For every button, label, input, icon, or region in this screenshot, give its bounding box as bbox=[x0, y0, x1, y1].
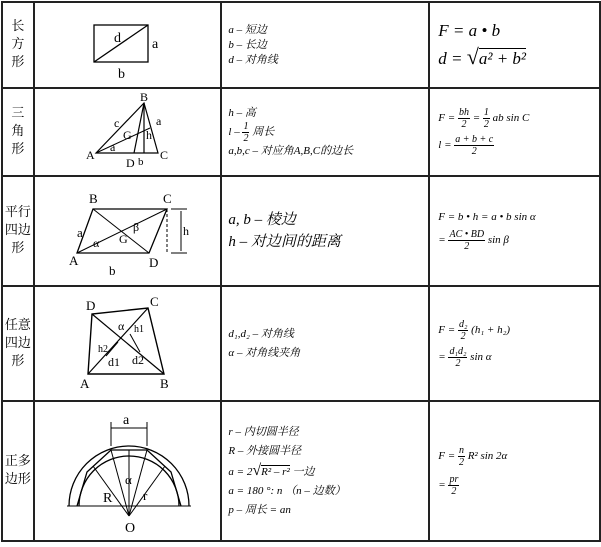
figure-cell bbox=[34, 88, 222, 176]
svg-text:d1: d1 bbox=[107, 354, 120, 369]
formula-area: F = b • h = a • b sin α bbox=[438, 211, 536, 223]
svg-text:h1: h1 bbox=[133, 323, 144, 335]
quadrilateral-figure bbox=[68, 290, 188, 398]
figure-cell bbox=[34, 176, 222, 286]
shape-name bbox=[2, 176, 34, 286]
svg-text:G: G bbox=[118, 232, 128, 246]
formula-diagonal: d = √a² + b² bbox=[438, 44, 527, 69]
svg-text:C: C bbox=[149, 293, 159, 309]
svg-text:G: G bbox=[122, 128, 132, 142]
figure-cell bbox=[34, 286, 222, 401]
area-formula-table bbox=[1, 1, 601, 542]
formula-perimeter: l = $\frac{a + b + c}{2}$ bbox=[438, 134, 494, 157]
description-cell bbox=[221, 176, 429, 286]
label-d: d bbox=[113, 31, 121, 46]
desc-line: R – 外接圆半径 bbox=[228, 444, 302, 457]
desc-line: a = 2√R² – r² 一边 bbox=[228, 461, 315, 479]
formula-cell bbox=[429, 401, 600, 541]
svg-text:O: O bbox=[124, 521, 135, 536]
svg-text:C: C bbox=[162, 191, 172, 206]
svg-text:B: B bbox=[139, 91, 148, 104]
shape-name bbox=[2, 88, 34, 176]
formula-area: F = $\frac{bh}{2}$ = $\frac{1}{2}$ ab sin C bbox=[438, 107, 530, 130]
shape-name bbox=[2, 286, 34, 401]
desc-line: b – 长边 bbox=[228, 38, 267, 51]
rectangle-figure bbox=[68, 6, 188, 84]
formula-area-alt: = $\frac{AC • BD}{2}$ sin β bbox=[438, 229, 509, 252]
shape-name-text: 平行四边形 bbox=[4, 205, 31, 256]
svg-text:a: a bbox=[109, 140, 115, 154]
desc-line: h – 高 bbox=[228, 106, 256, 119]
sqrt-icon: √ bbox=[466, 44, 479, 69]
svg-text:B: B bbox=[88, 191, 98, 206]
svg-text:h: h bbox=[145, 128, 152, 142]
shape-name bbox=[2, 401, 34, 541]
formula-cell bbox=[429, 286, 600, 401]
svg-text:c: c bbox=[113, 116, 119, 130]
formula-cell bbox=[429, 88, 600, 176]
desc-line: r – 内切圆半径 bbox=[228, 425, 299, 438]
label-b: b bbox=[117, 67, 125, 82]
description-cell bbox=[221, 88, 429, 176]
svg-text:a: a bbox=[155, 114, 161, 128]
formula-cell bbox=[429, 176, 600, 286]
svg-text:b: b bbox=[137, 156, 144, 168]
svg-text:h: h bbox=[182, 224, 189, 238]
desc-line: d – 对角线 bbox=[228, 53, 278, 66]
table-row bbox=[2, 176, 600, 286]
desc-line: α – 对角线夹角 bbox=[228, 346, 301, 359]
svg-text:β: β bbox=[132, 220, 139, 234]
svg-text:a: a bbox=[122, 413, 129, 428]
figure-cell bbox=[34, 2, 222, 88]
description-cell bbox=[221, 286, 429, 401]
svg-text:h2: h2 bbox=[97, 343, 108, 355]
svg-text:a: a bbox=[76, 225, 83, 240]
label-a: a bbox=[151, 37, 158, 52]
desc-line: a,b,c – 对应角A,B,C的边长 bbox=[228, 144, 354, 157]
svg-text:α: α bbox=[92, 236, 99, 250]
formula-area: F = a • b bbox=[438, 21, 501, 40]
svg-text:d2: d2 bbox=[131, 352, 144, 367]
svg-text:C: C bbox=[159, 148, 168, 162]
desc-line: a = 180 °: n （n – 边数） bbox=[228, 484, 346, 497]
desc-line: l – $\frac{1}{2}$ 周长 bbox=[228, 120, 275, 144]
formula-area: F = $\frac{n}{2}$ R² sin 2α bbox=[438, 445, 508, 468]
table-row bbox=[2, 286, 600, 401]
svg-text:A: A bbox=[85, 148, 95, 162]
shape-name-text: 正多边形 bbox=[4, 454, 31, 487]
formula-area: F = $\frac{\text{d₂}}{2}$ (h₁ + h₂) bbox=[438, 318, 511, 342]
formula-cell bbox=[429, 2, 600, 88]
table-row bbox=[2, 401, 600, 541]
shape-name bbox=[2, 2, 34, 88]
svg-text:D: D bbox=[125, 156, 135, 170]
figure-cell bbox=[34, 401, 222, 541]
desc-line: a – 短边 bbox=[228, 23, 267, 36]
triangle-figure bbox=[68, 91, 188, 173]
shape-name-text: 长方形 bbox=[11, 19, 25, 70]
svg-text:b: b bbox=[108, 263, 116, 278]
svg-text:R: R bbox=[102, 491, 112, 506]
desc-line: d₁,d₂ – 对角线 bbox=[228, 327, 294, 340]
svg-text:r: r bbox=[142, 488, 147, 503]
desc-line: a, b – 棱边 bbox=[228, 212, 296, 228]
table-row bbox=[2, 2, 600, 88]
svg-text:A: A bbox=[79, 375, 90, 391]
description-cell bbox=[221, 401, 429, 541]
sqrt-icon: √ bbox=[252, 461, 262, 479]
svg-text:A: A bbox=[68, 253, 79, 268]
svg-text:α: α bbox=[117, 318, 124, 333]
table-row bbox=[2, 88, 600, 176]
regular-polygon-figure bbox=[53, 406, 203, 536]
svg-text:D: D bbox=[85, 297, 96, 313]
desc-line: p – 周长 = an bbox=[228, 503, 291, 516]
description-cell bbox=[221, 2, 429, 88]
svg-text:D: D bbox=[148, 255, 159, 270]
svg-text:B: B bbox=[159, 375, 169, 391]
shape-name-text: 三角形 bbox=[11, 106, 25, 157]
shape-name-text: 任意四边形 bbox=[4, 317, 31, 369]
formula-area-alt: = $\frac{\text{d₁d₂}}{2}$ sin α bbox=[438, 345, 492, 369]
svg-text:α: α bbox=[124, 472, 132, 487]
desc-line: h – 对边间的距离 bbox=[228, 234, 341, 250]
parallelogram-figure bbox=[63, 181, 193, 281]
formula-area-alt: = $\frac{pr}{2}$ bbox=[438, 474, 459, 497]
